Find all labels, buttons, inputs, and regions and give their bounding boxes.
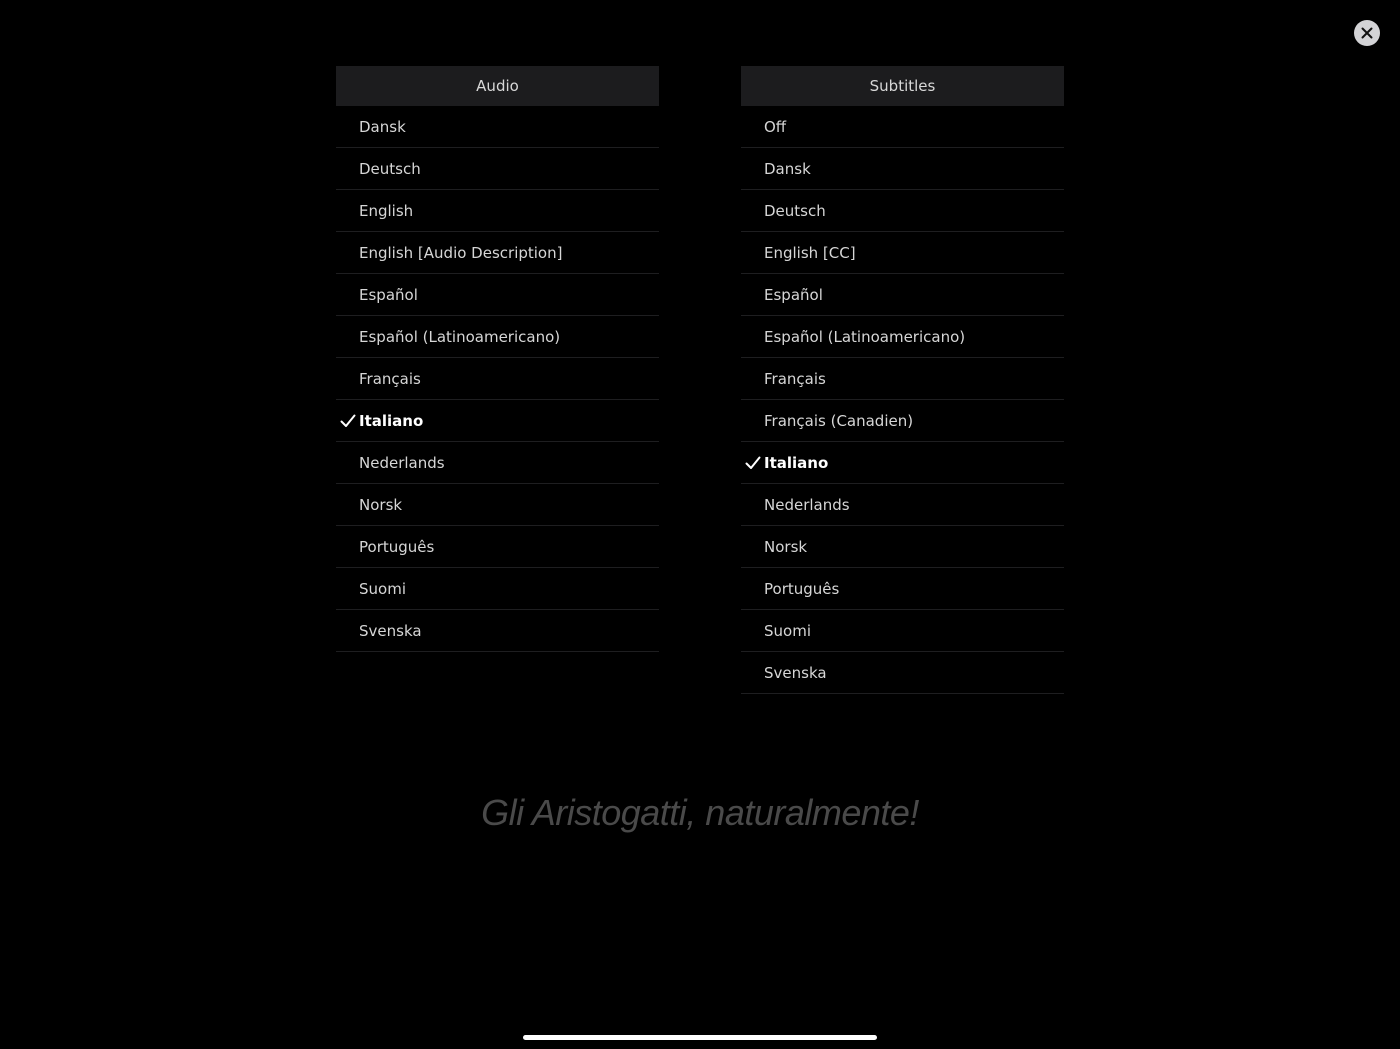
audio-panel [336,66,659,652]
subtitles-option[interactable] [741,232,1064,274]
subtitle-preview-text: Gli Aristogatti, naturalmente! [481,792,919,833]
audio-option[interactable] [336,106,659,148]
subtitles-option-label: Português [764,579,840,598]
subtitles-panel [741,66,1064,694]
audio-option-label: Suomi [359,579,406,598]
subtitles-option[interactable] [741,484,1064,526]
subtitles-option-label: English [CC] [764,243,856,262]
subtitles-option[interactable] [741,652,1064,694]
subtitles-list [741,106,1064,694]
subtitles-option[interactable] [741,274,1064,316]
audio-option-label: Svenska [359,621,422,640]
audio-option-label: Español [359,285,418,304]
subtitles-option-label: Suomi [764,621,811,640]
audio-panel-header: Audio [336,66,659,106]
audio-option-label: Norsk [359,495,403,514]
subtitles-option-label: Italiano [764,453,829,472]
audio-option-label: Português [359,537,435,556]
audio-option-label: Dansk [359,117,406,136]
audio-option-label: Deutsch [359,159,421,178]
subtitles-option[interactable] [741,316,1064,358]
audio-option-label: English [359,201,414,220]
checkmark-icon [340,413,356,429]
audio-option[interactable] [336,148,659,190]
subtitles-option[interactable] [741,568,1064,610]
subtitles-option[interactable] [741,190,1064,232]
subtitles-option[interactable] [741,442,1064,484]
subtitles-option[interactable] [741,526,1064,568]
subtitles-option-label: Français [764,369,826,388]
subtitles-option-label: Deutsch [764,201,826,220]
subtitles-option-label: Español [764,285,823,304]
audio-option[interactable] [336,568,659,610]
audio-option[interactable] [336,316,659,358]
subtitles-option-label: Off [764,117,787,136]
audio-option-label: Français [359,369,421,388]
audio-option[interactable] [336,358,659,400]
checkmark-icon [745,455,761,471]
subtitles-option-label: Français (Canadien) [764,411,914,430]
audio-option[interactable] [336,190,659,232]
audio-list [336,106,659,652]
audio-option-label: Italiano [359,411,424,430]
subtitles-option-label: Norsk [764,537,808,556]
subtitles-option-label: Nederlands [764,495,850,514]
subtitles-option[interactable] [741,148,1064,190]
audio-option[interactable] [336,442,659,484]
audio-option-label: Español (Latinoamericano) [359,327,561,346]
audio-option[interactable] [336,232,659,274]
subtitles-option[interactable] [741,106,1064,148]
audio-option[interactable] [336,400,659,442]
audio-option-label: Nederlands [359,453,445,472]
subtitles-option[interactable] [741,400,1064,442]
home-indicator[interactable] [523,1035,877,1040]
audio-option[interactable] [336,526,659,568]
close-button[interactable] [1354,20,1380,46]
subtitles-option-label: Español (Latinoamericano) [764,327,966,346]
subtitles-option-label: Dansk [764,159,811,178]
subtitles-option[interactable] [741,358,1064,400]
audio-option[interactable] [336,274,659,316]
subtitles-option-label: Svenska [764,663,827,682]
subtitles-option[interactable] [741,610,1064,652]
close-icon [1361,27,1373,39]
audio-option[interactable] [336,610,659,652]
subtitles-panel-header: Subtitles [741,66,1064,106]
audio-option[interactable] [336,484,659,526]
audio-option-label: English [Audio Description] [359,243,563,262]
